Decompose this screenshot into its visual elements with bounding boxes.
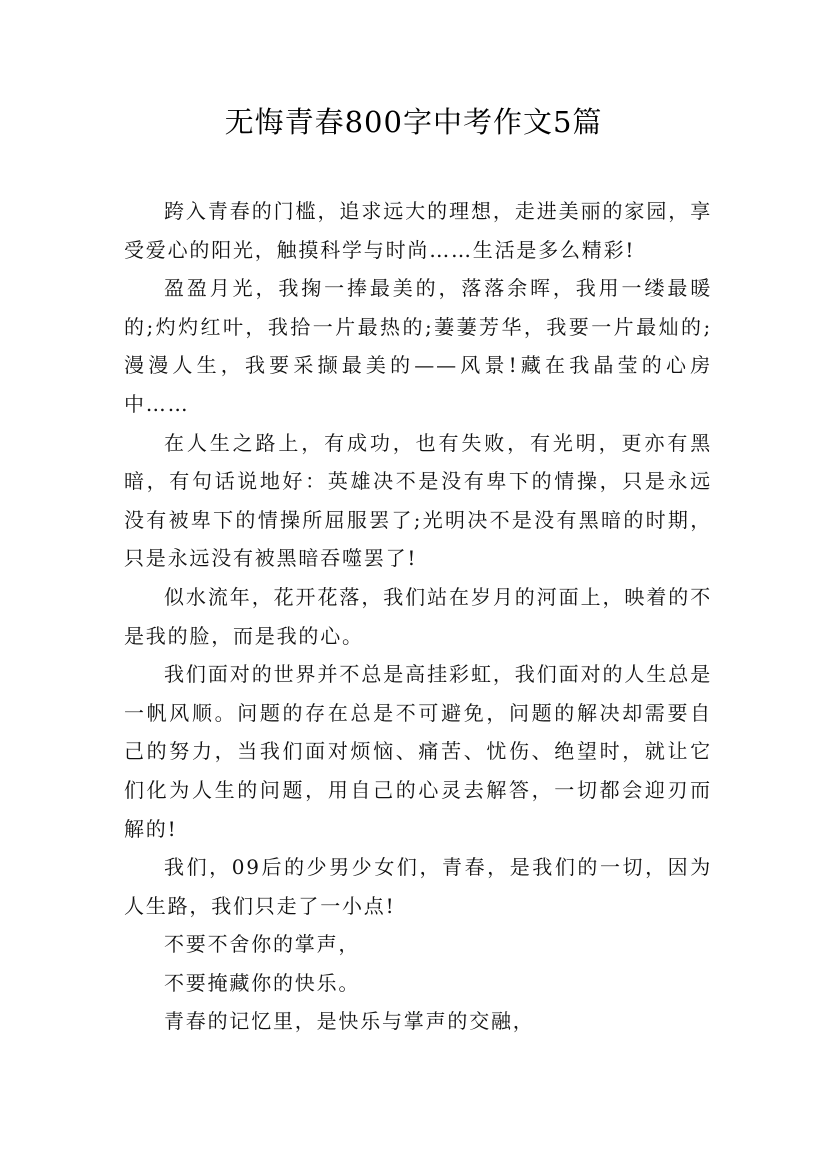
paragraph: 跨入青春的门槛，追求远大的理想，走进美丽的家园，享受爱心的阳光，触摸科学与时尚……生活是多么精彩!	[124, 199, 712, 262]
paragraph: 盈盈月光，我掬一捧最美的，落落余晖，我用一缕最暖的;灼灼红叶，我拾一片最热的;萋萋芳华，我要一片最灿的;漫漫人生，我要采撷最美的——风景!藏在我晶莹的心房中……	[124, 276, 712, 416]
paragraph: 青春的记忆里，是快乐与掌声的交融，	[164, 1009, 535, 1034]
paragraph: 在人生之路上，有成功，也有失败，有光明，更亦有黑暗，有句话说地好：英雄决不是没有卑下的情操，只是永远没有被卑下的情操所屈服罢了;光明决不是没有黑暗的时期，只是永远没有被黑暗吞噬罢了!	[124, 430, 712, 571]
paragraph: 不要不舍你的掌声，	[164, 932, 361, 957]
document-title: 无悔青春800字中考作文5篇	[224, 105, 603, 139]
paragraph: 似水流年，花开花落，我们站在岁月的河面上，映着的不是我的脸，而是我的心。	[124, 584, 712, 648]
paragraph: 我们面对的世界并不总是高挂彩虹，我们面对的人生总是一帆风顺。问题的存在总是不可避免，问题的解决却需要自己的努力，当我们面对烦恼、痛苦、忧伤、绝望时，就让它们化为人生的问题，用自己的心灵去解答，一切都会迎刃而解的!	[124, 662, 712, 841]
paragraph: 我们，09后的少男少女们，青春，是我们的一切，因为人生路，我们只走了一小点!	[124, 855, 712, 918]
paragraph: 不要掩藏你的快乐。	[164, 970, 361, 995]
document-body	[124, 192, 712, 1041]
